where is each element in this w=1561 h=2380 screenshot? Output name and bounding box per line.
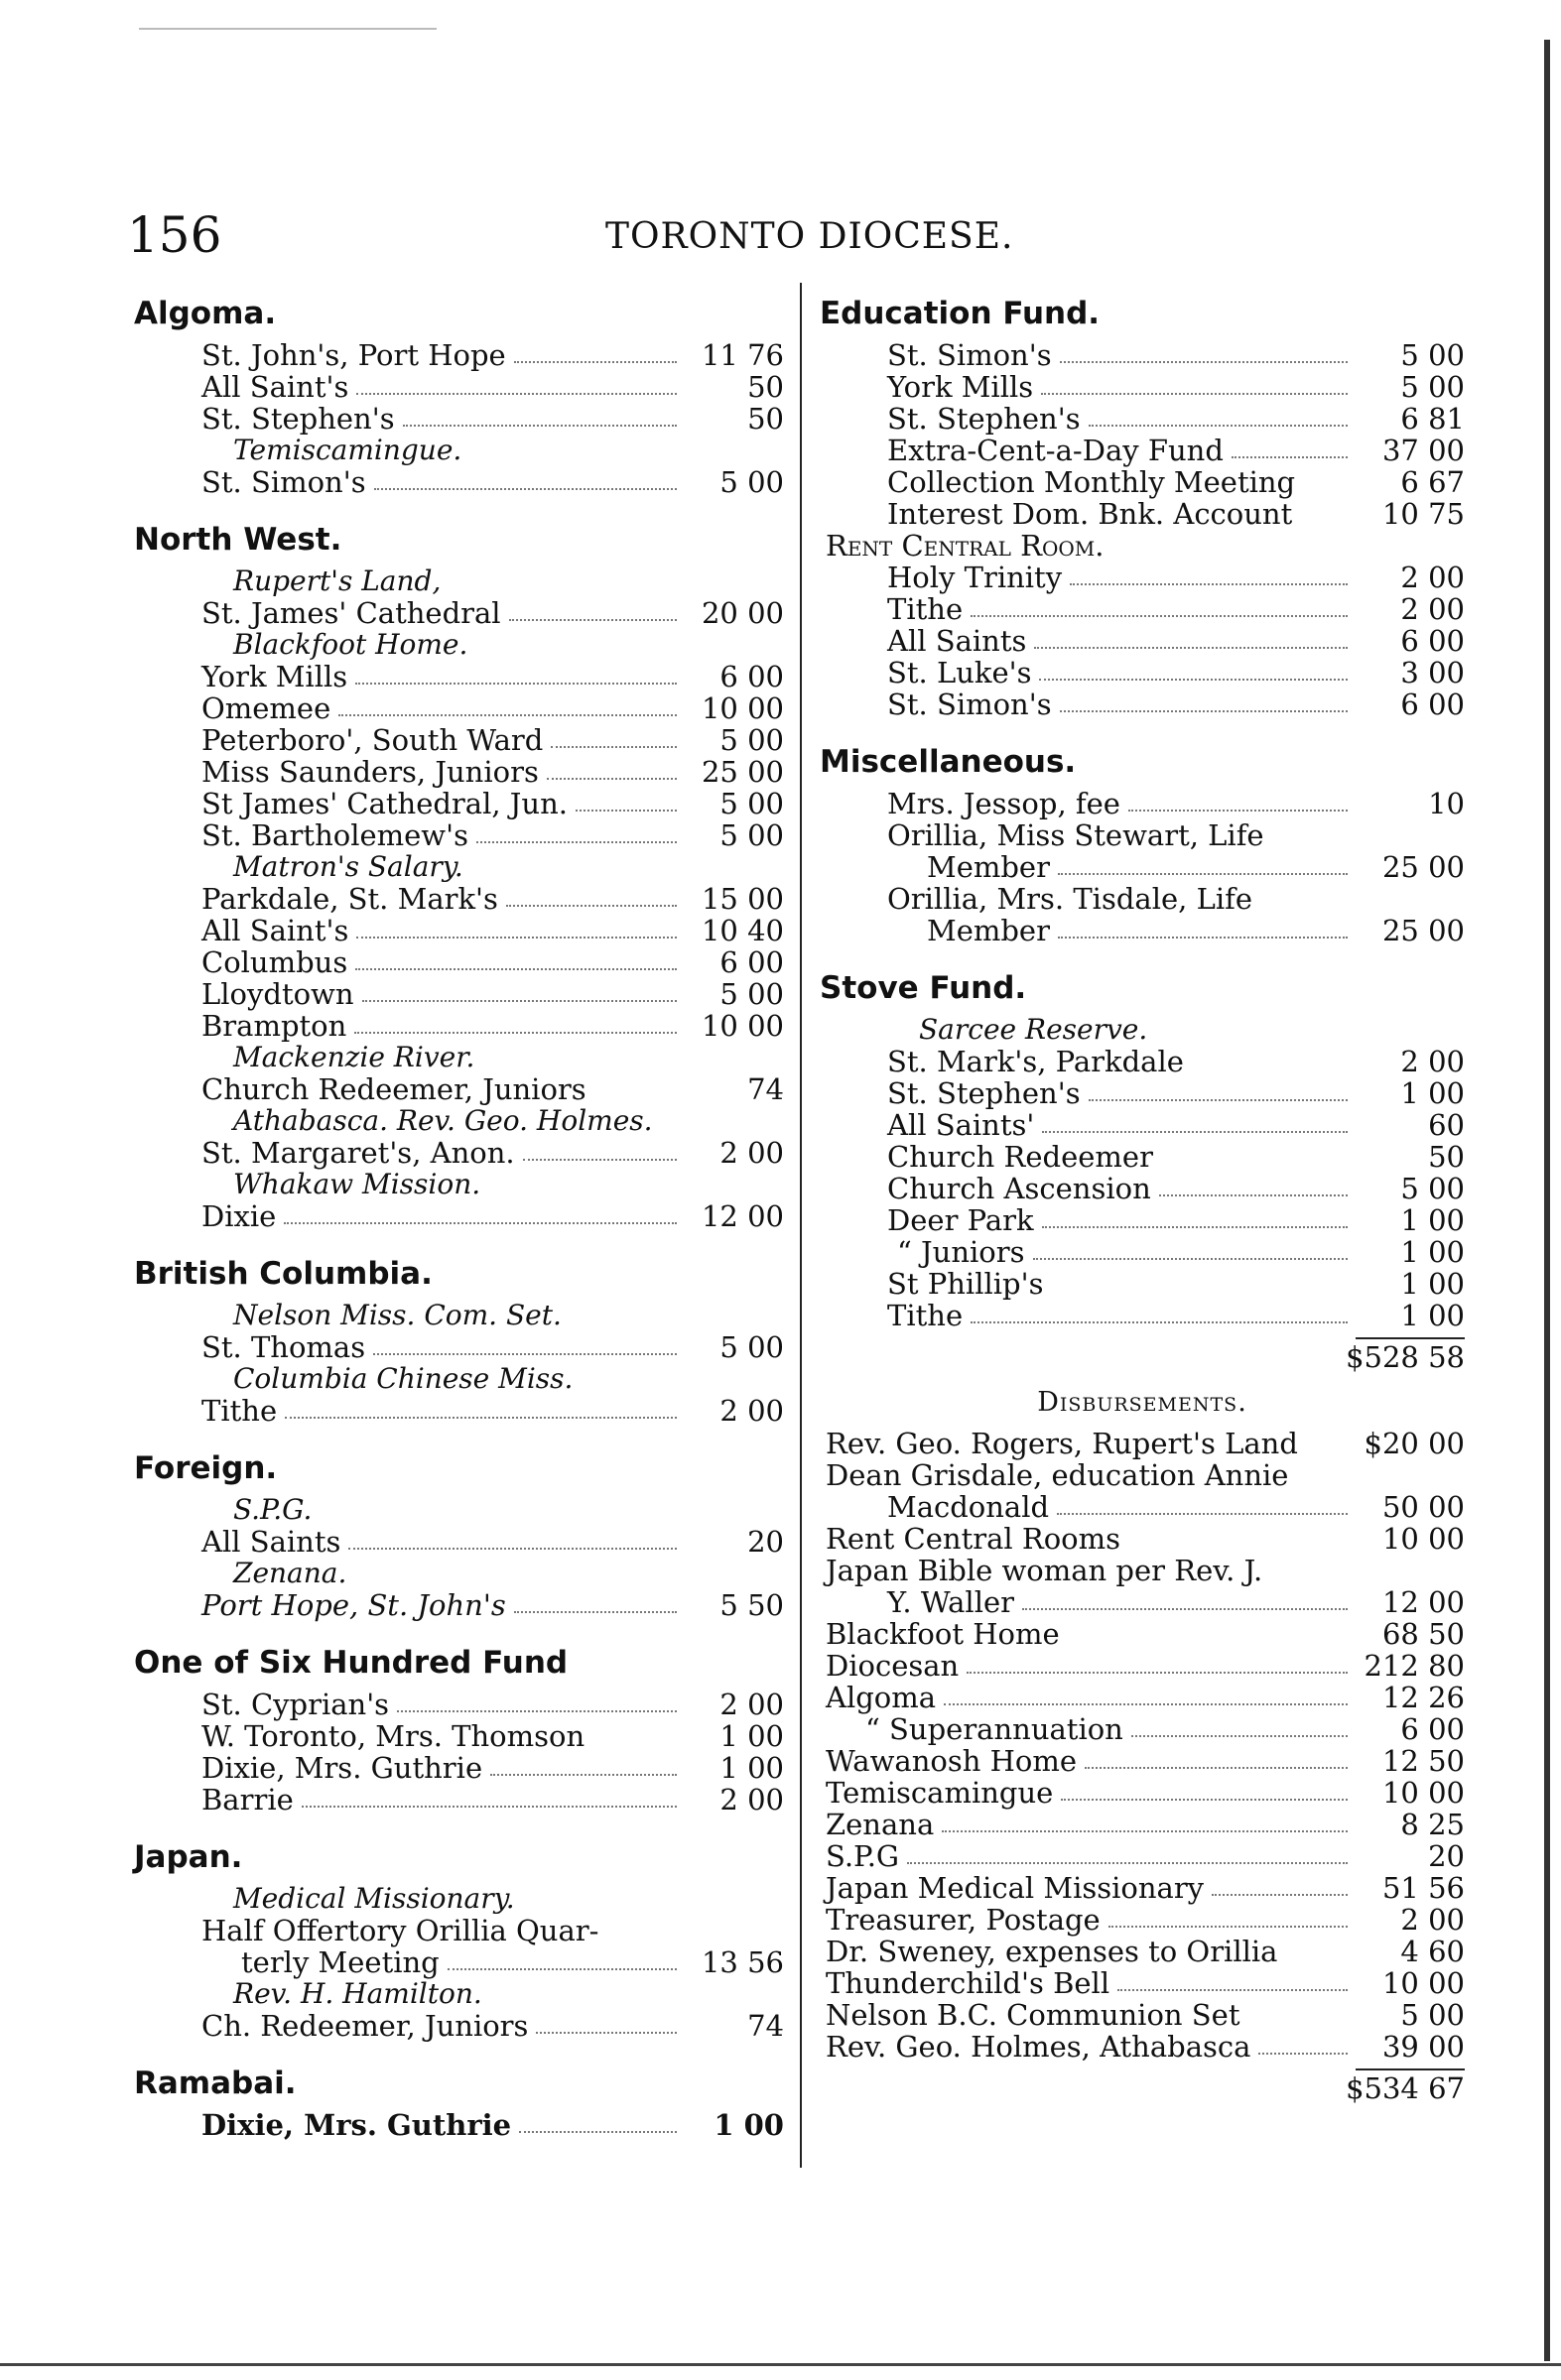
row-amount: 1 00 bbox=[1400, 1235, 1465, 1269]
ledger-row bbox=[820, 1204, 1465, 1236]
row-label: Port Hope, St. John's bbox=[201, 1588, 506, 1622]
ledger-row bbox=[134, 1720, 784, 1752]
row-amount: 5 00 bbox=[719, 723, 784, 757]
row-label: Mrs. Jessop, fee bbox=[887, 787, 1120, 820]
ledger-row bbox=[134, 915, 784, 946]
row-amount: 5 00 bbox=[1400, 338, 1465, 372]
row-label: Diocesan bbox=[826, 1649, 960, 1683]
ledger-row bbox=[820, 1682, 1465, 1713]
ledger-row bbox=[820, 1745, 1465, 1777]
section-heading-foreign: Foreign. bbox=[134, 1450, 278, 1486]
row-amount: 212 80 bbox=[1364, 1649, 1465, 1683]
row-amount: 20 bbox=[1428, 1839, 1465, 1873]
ledger-row bbox=[134, 2010, 784, 2042]
column-divider bbox=[800, 283, 802, 2168]
ledger-row bbox=[820, 1586, 1465, 1618]
ledger-row bbox=[134, 1752, 784, 1784]
row-amount: 10 00 bbox=[701, 691, 784, 725]
row-amount: 3 00 bbox=[1400, 656, 1465, 689]
row-amount: 5 00 bbox=[719, 977, 784, 1011]
subheading: Whakaw Mission. bbox=[233, 1168, 481, 1200]
ledger-row bbox=[820, 1713, 1465, 1745]
ledger-row bbox=[134, 1137, 784, 1169]
row-label: Orillia, Mrs. Tisdale, Life bbox=[887, 882, 1252, 916]
ledger-row bbox=[820, 851, 1465, 883]
row-amount: 1 00 bbox=[1400, 1076, 1465, 1110]
ledger-row bbox=[820, 1300, 1465, 1331]
row-label: terly Meeting bbox=[241, 1945, 440, 1979]
subheading: S.P.G. bbox=[233, 1493, 313, 1526]
row-amount: 15 00 bbox=[701, 882, 784, 916]
section-heading-japan: Japan. bbox=[134, 1839, 243, 1875]
section-heading-algoma: Algoma. bbox=[134, 296, 277, 331]
row-label: Y. Waller bbox=[887, 1585, 1014, 1619]
ledger-row bbox=[134, 2109, 784, 2141]
row-label: Nelson B.C. Communion Set bbox=[826, 1998, 1240, 2032]
ledger-row bbox=[134, 466, 784, 498]
row-amount: 37 00 bbox=[1381, 434, 1465, 467]
row-label: Brampton bbox=[201, 1009, 347, 1043]
subheading-rent-central-room: Rent Central Room. bbox=[826, 529, 1105, 563]
row-amount: 1 00 bbox=[714, 2108, 784, 2142]
row-label: W. Toronto, Mrs. Thomson bbox=[201, 1719, 585, 1753]
row-amount: 6 00 bbox=[1400, 688, 1465, 721]
row-amount: 10 00 bbox=[1381, 1966, 1465, 2000]
row-label: Church Redeemer, Juniors bbox=[201, 1072, 586, 1106]
section-heading-stove-fund: Stove Fund. bbox=[820, 970, 1027, 1006]
ledger-row bbox=[820, 1428, 1465, 1459]
row-label: Peterboro', South Ward bbox=[201, 723, 544, 757]
row-label: St. James' Cathedral bbox=[201, 596, 501, 630]
row-amount: 2 00 bbox=[1400, 1903, 1465, 1937]
ledger-row-continued bbox=[820, 1459, 1465, 1491]
row-amount: 5 50 bbox=[719, 1588, 784, 1622]
ledger-row bbox=[134, 339, 784, 371]
row-label: St. Stephen's bbox=[201, 402, 395, 436]
row-label: All Saint's bbox=[201, 914, 349, 947]
row-label: All Saints' bbox=[887, 1108, 1035, 1142]
row-amount: 1 00 bbox=[1400, 1267, 1465, 1301]
ledger-row bbox=[820, 339, 1465, 371]
row-label: Orillia, Miss Stewart, Life bbox=[887, 818, 1264, 852]
row-label: Dixie, Mrs. Guthrie bbox=[201, 2108, 512, 2142]
ledger-row bbox=[134, 1946, 784, 1978]
section-heading-ramabai: Ramabai. bbox=[134, 2066, 297, 2101]
row-amount: 50 bbox=[747, 402, 784, 436]
ledger-row bbox=[820, 1141, 1465, 1173]
row-label: Ch. Redeemer, Juniors bbox=[201, 2009, 529, 2043]
row-amount: 8 25 bbox=[1400, 1808, 1465, 1841]
row-label: Interest Dom. Bnk. Account bbox=[887, 497, 1293, 531]
subheading: Blackfoot Home. bbox=[233, 628, 468, 661]
section-heading-one-of-six-hundred-fund: One of Six Hundred Fund bbox=[134, 1645, 569, 1681]
ledger-row bbox=[134, 1395, 784, 1427]
row-label: All Saint's bbox=[201, 370, 349, 404]
running-title: TORONTO DIOCESE. bbox=[605, 216, 1014, 257]
ledger-row bbox=[820, 1077, 1465, 1109]
section-heading-disbursements: Disbursements. bbox=[1037, 1387, 1247, 1418]
section-heading-miscellaneous: Miscellaneous. bbox=[820, 744, 1077, 780]
ledger-row bbox=[134, 724, 784, 756]
row-amount: 4 60 bbox=[1400, 1935, 1465, 1968]
ledger-row bbox=[820, 689, 1465, 720]
row-label: Church Redeemer bbox=[887, 1140, 1153, 1174]
disbursements-total: $534 67 bbox=[1346, 2071, 1465, 2105]
row-amount: 1 00 bbox=[1400, 1203, 1465, 1237]
ledger-row bbox=[134, 883, 784, 915]
row-label: All Saints bbox=[201, 1525, 341, 1559]
ledger-row bbox=[820, 593, 1465, 625]
row-amount: 12 00 bbox=[701, 1199, 784, 1233]
subheading: Rupert's Land, bbox=[233, 564, 442, 597]
row-label: Collection Monthly Meeting bbox=[887, 465, 1296, 499]
ledger-row bbox=[134, 946, 784, 978]
ledger-row bbox=[820, 498, 1465, 530]
ledger-row-continued bbox=[820, 883, 1465, 915]
row-label: “ Juniors bbox=[897, 1235, 1025, 1269]
ledger-row bbox=[820, 1967, 1465, 1999]
right-column bbox=[820, 290, 1465, 2106]
ledger-row bbox=[820, 1236, 1465, 1268]
ledger-row bbox=[820, 657, 1465, 689]
row-amount: 25 00 bbox=[1381, 914, 1465, 947]
ledger-row bbox=[134, 597, 784, 629]
row-label: “ Superannuation bbox=[865, 1712, 1123, 1746]
row-amount: 2 00 bbox=[1400, 592, 1465, 626]
row-amount: 11 76 bbox=[701, 338, 784, 372]
row-amount: 2 00 bbox=[719, 1394, 784, 1428]
row-label: Dixie, Mrs. Guthrie bbox=[201, 1751, 483, 1785]
subheading: Athabasca. Rev. Geo. Holmes. bbox=[233, 1104, 653, 1137]
row-label: Wawanosh Home bbox=[826, 1744, 1078, 1778]
ledger-row bbox=[820, 435, 1465, 466]
ledger-row bbox=[820, 788, 1465, 819]
row-amount: 5 00 bbox=[1400, 1998, 1465, 2032]
row-amount: 6 00 bbox=[719, 660, 784, 693]
ledger-row bbox=[820, 1618, 1465, 1650]
ledger-row bbox=[820, 1109, 1465, 1141]
row-label: Holy Trinity bbox=[887, 561, 1063, 594]
ledger-row bbox=[820, 1936, 1465, 1967]
row-label: St. Cyprian's bbox=[201, 1688, 390, 1721]
row-label: Thunderchild's Bell bbox=[826, 1966, 1110, 2000]
row-label: Temiscamingue bbox=[826, 1776, 1054, 1810]
ledger-row bbox=[134, 1010, 784, 1042]
row-amount: 10 00 bbox=[1381, 1776, 1465, 1810]
subheading: Medical Missionary. bbox=[233, 1882, 515, 1915]
ledger-row bbox=[820, 1046, 1465, 1077]
ledger-row bbox=[820, 1173, 1465, 1204]
row-label: Half Offertory Orillia Quar- bbox=[201, 1914, 599, 1947]
row-label: York Mills bbox=[201, 660, 348, 693]
subheading: Sarcee Reserve. bbox=[919, 1013, 1148, 1046]
row-label: Macdonald bbox=[887, 1490, 1050, 1524]
row-label: St. Mark's, Parkdale bbox=[887, 1045, 1184, 1078]
row-amount: 50 bbox=[1428, 1140, 1465, 1174]
row-amount: $20 00 bbox=[1364, 1427, 1465, 1460]
row-amount: 12 26 bbox=[1381, 1681, 1465, 1714]
row-amount: 5 00 bbox=[719, 465, 784, 499]
subheading: Rev. H. Hamilton. bbox=[233, 1977, 482, 2010]
row-label: Columbus bbox=[201, 945, 348, 979]
ledger-row bbox=[134, 1589, 784, 1621]
row-label: Japan Bible woman per Rev. J. bbox=[826, 1554, 1263, 1587]
ledger-row bbox=[820, 625, 1465, 657]
row-amount: 68 50 bbox=[1381, 1617, 1465, 1651]
ledger-row bbox=[820, 466, 1465, 498]
row-label: Tithe bbox=[887, 1299, 964, 1332]
row-amount: 5 00 bbox=[719, 818, 784, 852]
row-amount: 2 00 bbox=[719, 1783, 784, 1816]
row-label: Rev. Geo. Rogers, Rupert's Land bbox=[826, 1427, 1298, 1460]
page-edge-right bbox=[1544, 40, 1550, 2361]
ledger-row bbox=[134, 1331, 784, 1363]
row-amount: 60 bbox=[1428, 1108, 1465, 1142]
row-label: St. Stephen's bbox=[887, 402, 1081, 436]
row-amount: 2 00 bbox=[1400, 561, 1465, 594]
row-amount: 2 00 bbox=[719, 1688, 784, 1721]
ledger-row bbox=[134, 1073, 784, 1105]
row-amount: 13 56 bbox=[701, 1945, 784, 1979]
row-amount: 2 00 bbox=[1400, 1045, 1465, 1078]
row-amount: 51 56 bbox=[1381, 1871, 1465, 1905]
row-label: Blackfoot Home bbox=[826, 1617, 1060, 1651]
row-amount: 12 50 bbox=[1381, 1744, 1465, 1778]
row-label: Deer Park bbox=[887, 1203, 1034, 1237]
ledger-row bbox=[820, 1777, 1465, 1809]
row-label: Dr. Sweney, expenses to Orillia bbox=[826, 1935, 1278, 1968]
ledger-row bbox=[820, 403, 1465, 435]
row-amount: 6 67 bbox=[1400, 465, 1465, 499]
row-amount: 5 00 bbox=[1400, 370, 1465, 404]
ledger-row bbox=[820, 1809, 1465, 1840]
subheading: Zenana. bbox=[233, 1557, 347, 1589]
ledger-row bbox=[820, 371, 1465, 403]
row-amount: 20 00 bbox=[701, 596, 784, 630]
ledger-row bbox=[134, 756, 784, 788]
subheading: Mackenzie River. bbox=[233, 1041, 475, 1073]
row-label: St. Simon's bbox=[887, 338, 1052, 372]
row-label: Church Ascension bbox=[887, 1172, 1151, 1205]
row-label: Lloydtown bbox=[201, 977, 354, 1011]
row-label: Tithe bbox=[201, 1394, 278, 1428]
ledger-row bbox=[820, 1268, 1465, 1300]
top-scan-rule bbox=[139, 28, 437, 30]
row-label: Rev. Geo. Holmes, Athabasca bbox=[826, 2030, 1251, 2064]
row-amount: 6 81 bbox=[1400, 402, 1465, 436]
ledger-row bbox=[134, 692, 784, 724]
subheading: Nelson Miss. Com. Set. bbox=[233, 1299, 562, 1331]
ledger-row bbox=[820, 1999, 1465, 2031]
receipts-total: $528 58 bbox=[1346, 1340, 1465, 1374]
section-heading-british-columbia: British Columbia. bbox=[134, 1256, 433, 1292]
row-amount: 6 00 bbox=[719, 945, 784, 979]
row-label: Zenana bbox=[826, 1808, 935, 1841]
row-label: Extra-Cent-a-Day Fund bbox=[887, 434, 1224, 467]
row-label: Member bbox=[927, 914, 1050, 947]
row-amount: 20 bbox=[747, 1525, 784, 1559]
row-label: St. Luke's bbox=[887, 656, 1032, 689]
row-label: S.P.G bbox=[826, 1839, 900, 1873]
ledger-row bbox=[134, 1784, 784, 1816]
row-label: All Saints bbox=[887, 624, 1027, 658]
section-heading-education-fund: Education Fund. bbox=[820, 296, 1101, 331]
ledger-row bbox=[820, 2031, 1465, 2063]
row-label: Algoma bbox=[826, 1681, 937, 1714]
row-amount: 5 00 bbox=[1400, 1172, 1465, 1205]
row-amount: 1 00 bbox=[719, 1719, 784, 1753]
row-label: York Mills bbox=[887, 370, 1034, 404]
row-amount: 10 00 bbox=[1381, 1522, 1465, 1556]
row-amount: 25 00 bbox=[701, 755, 784, 789]
row-label: Dean Grisdale, education Annie bbox=[826, 1458, 1289, 1492]
row-amount: 50 00 bbox=[1381, 1490, 1465, 1524]
ledger-row bbox=[820, 1840, 1465, 1872]
row-label: Omemee bbox=[201, 691, 331, 725]
row-label: St James' Cathedral, Jun. bbox=[201, 787, 568, 820]
ledger-row bbox=[820, 1523, 1465, 1555]
ledger-row bbox=[134, 371, 784, 403]
row-label: Japan Medical Missionary bbox=[826, 1871, 1205, 1905]
ledger-row-continued bbox=[820, 819, 1465, 851]
row-label: St. Bartholemew's bbox=[201, 818, 468, 852]
section-heading-north-west: North West. bbox=[134, 522, 342, 558]
row-label: Parkdale, St. Mark's bbox=[201, 882, 498, 916]
row-label: St. Margaret's, Anon. bbox=[201, 1136, 515, 1170]
row-amount: 25 00 bbox=[1381, 850, 1465, 884]
row-label: St. Simon's bbox=[201, 465, 366, 499]
row-label: St Phillip's bbox=[887, 1267, 1044, 1301]
ledger-row bbox=[820, 1872, 1465, 1904]
ledger-row bbox=[134, 788, 784, 819]
row-amount: 10 bbox=[1428, 787, 1465, 820]
row-amount: 5 00 bbox=[719, 787, 784, 820]
row-amount: 74 bbox=[747, 2009, 784, 2043]
row-amount: 39 00 bbox=[1381, 2030, 1465, 2064]
ledger-row bbox=[134, 1200, 784, 1232]
row-amount: 50 bbox=[747, 370, 784, 404]
row-amount: 5 00 bbox=[719, 1330, 784, 1364]
row-amount: 2 00 bbox=[719, 1136, 784, 1170]
ledger-row bbox=[134, 1526, 784, 1558]
row-label: St. Simon's bbox=[887, 688, 1052, 721]
row-label: St. Thomas bbox=[201, 1330, 366, 1364]
row-amount: 10 00 bbox=[701, 1009, 784, 1043]
left-column bbox=[134, 290, 784, 2141]
subheading: Matron's Salary. bbox=[233, 850, 463, 883]
row-amount: 1 00 bbox=[719, 1751, 784, 1785]
ledger-row bbox=[134, 661, 784, 692]
row-amount: 6 00 bbox=[1400, 1712, 1465, 1746]
ledger-row bbox=[134, 978, 784, 1010]
row-label: Dixie bbox=[201, 1199, 277, 1233]
ledger-row bbox=[820, 1904, 1465, 1936]
ledger-row bbox=[134, 403, 784, 435]
ledger-row-continued bbox=[820, 1555, 1465, 1586]
page-edge-bottom bbox=[0, 2363, 1561, 2366]
ledger-row bbox=[820, 1491, 1465, 1523]
row-label: Barrie bbox=[201, 1783, 294, 1816]
row-amount: 1 00 bbox=[1400, 1299, 1465, 1332]
row-label: Treasurer, Postage bbox=[826, 1903, 1101, 1937]
subheading: Temiscamingue. bbox=[233, 434, 462, 466]
row-amount: 74 bbox=[747, 1072, 784, 1106]
row-label: St. Stephen's bbox=[887, 1076, 1081, 1110]
row-label: Miss Saunders, Juniors bbox=[201, 755, 539, 789]
row-label: Member bbox=[927, 850, 1050, 884]
ledger-row bbox=[820, 562, 1465, 593]
page-number: 156 bbox=[127, 206, 222, 264]
ledger-row bbox=[820, 1650, 1465, 1682]
subheading: Columbia Chinese Miss. bbox=[233, 1362, 574, 1395]
ledger-row bbox=[820, 915, 1465, 946]
row-amount: 10 40 bbox=[701, 914, 784, 947]
row-label: Rent Central Rooms bbox=[826, 1522, 1121, 1556]
ledger-row bbox=[134, 1689, 784, 1720]
ledger-row bbox=[134, 819, 784, 851]
row-label: Tithe bbox=[887, 592, 964, 626]
row-amount: 10 75 bbox=[1381, 497, 1465, 531]
ledger-row-continued bbox=[134, 1915, 784, 1946]
row-label: St. John's, Port Hope bbox=[201, 338, 506, 372]
row-amount: 6 00 bbox=[1400, 624, 1465, 658]
row-amount: 12 00 bbox=[1381, 1585, 1465, 1619]
